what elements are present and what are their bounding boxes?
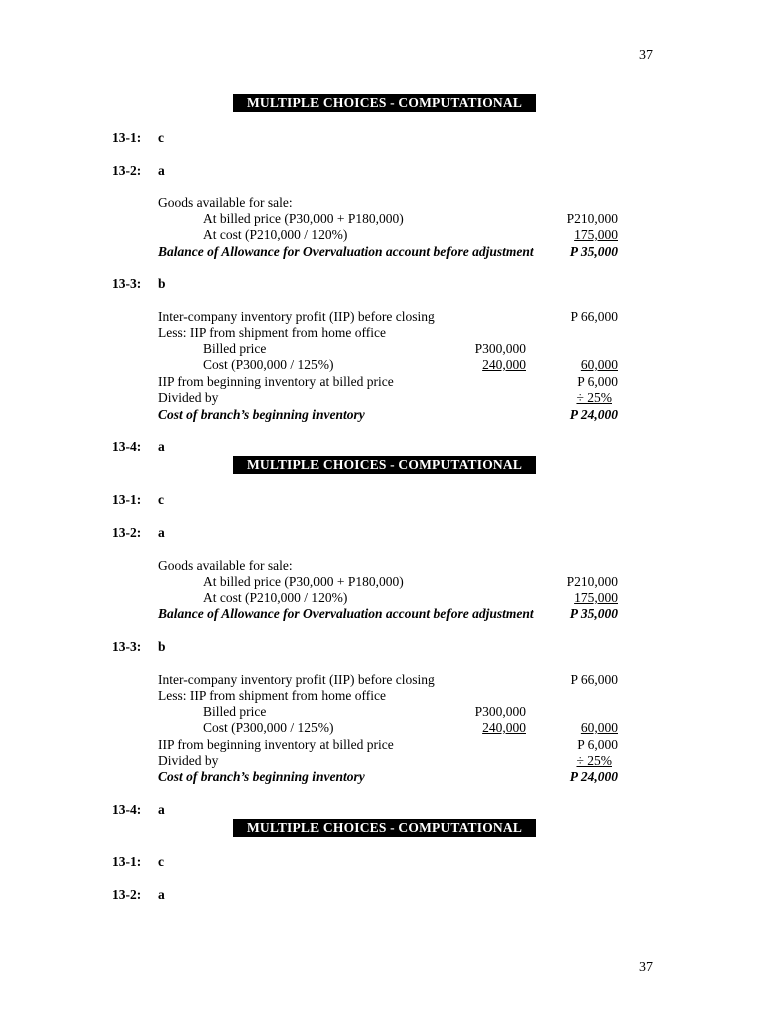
solution-line: Inter-company inventory profit (IIP) before closing [158,309,435,324]
answer-letter: c [158,854,164,869]
solution-line: Cost (P300,000 / 125%) [203,357,334,372]
solution-line: Goods available for sale: [158,195,293,210]
solution-amount: P 6,000 [577,737,618,752]
solution-amount: ÷ 25% [576,753,612,768]
answer-letter: a [158,525,165,540]
question-number: 13-3: [112,639,142,654]
solution-amount: ÷ 25% [576,390,612,405]
question-number: 13-1: [112,854,142,869]
solution-total-amount: P 24,000 [569,769,618,784]
answer-letter: a [158,802,165,817]
solution-line: Less: IIP from shipment from home office [158,325,386,340]
solution-line: Billed price [203,341,267,356]
solution-line: At cost (P210,000 / 120%) [203,227,348,242]
section-header: MULTIPLE CHOICES - COMPUTATIONAL [233,94,536,112]
question-number: 13-3: [112,276,142,291]
solution-total-label: Balance of Allowance for Overvaluation account before adjustment [158,244,534,259]
question-number: 13-4: [112,802,142,817]
solution-line: Billed price [203,704,267,719]
solution-amount: 175,000 [574,227,618,242]
solution-mid-amount: 240,000 [482,357,526,372]
solution-amount: P210,000 [566,211,618,226]
solution-line: IIP from beginning inventory at billed price [158,374,394,389]
answer-letter: b [158,276,166,291]
solution-total-amount: P 35,000 [569,244,618,259]
question-number: 13-2: [112,525,142,540]
solution-line: At cost (P210,000 / 120%) [203,590,348,605]
solution-total-amount: P 24,000 [569,407,618,422]
answer-letter: b [158,639,166,654]
solution-amount: P210,000 [566,574,618,589]
solution-total-label: Cost of branch’s beginning inventory [158,769,365,784]
question-number: 13-2: [112,163,142,178]
solution-amount: P 66,000 [570,309,618,324]
section-header: MULTIPLE CHOICES - COMPUTATIONAL [233,456,536,474]
question-number: 13-2: [112,887,142,902]
solution-line: Divided by [158,753,219,768]
solution-amount: 60,000 [580,357,618,372]
page-number-top: 37 [639,48,653,63]
answer-letter: a [158,439,165,454]
solution-mid-amount: P300,000 [474,341,526,356]
solution-amount: 175,000 [574,590,618,605]
solution-line: Goods available for sale: [158,558,293,573]
solution-amount: P 66,000 [570,672,618,687]
solution-line: At billed price (P30,000 + P180,000) [203,574,404,589]
solution-total-label: Cost of branch’s beginning inventory [158,407,365,422]
solution-line: Inter-company inventory profit (IIP) before closing [158,672,435,687]
solution-line: Less: IIP from shipment from home office [158,688,386,703]
solution-total-label: Balance of Allowance for Overvaluation account before adjustment [158,606,534,621]
question-number: 13-4: [112,439,142,454]
section-header: MULTIPLE CHOICES - COMPUTATIONAL [233,819,536,837]
solution-line: Divided by [158,390,219,405]
solution-amount: 60,000 [580,720,618,735]
answer-letter: a [158,887,165,902]
question-number: 13-1: [112,130,142,145]
answer-letter: c [158,130,164,145]
solution-line: Cost (P300,000 / 125%) [203,720,334,735]
page-number-bottom: 37 [639,960,653,975]
solution-mid-amount: P300,000 [474,704,526,719]
solution-line: IIP from beginning inventory at billed price [158,737,394,752]
answer-letter: a [158,163,165,178]
solution-mid-amount: 240,000 [482,720,526,735]
question-number: 13-1: [112,492,142,507]
solution-amount: P 6,000 [577,374,618,389]
solution-line: At billed price (P30,000 + P180,000) [203,211,404,226]
solution-total-amount: P 35,000 [569,606,618,621]
answer-letter: c [158,492,164,507]
